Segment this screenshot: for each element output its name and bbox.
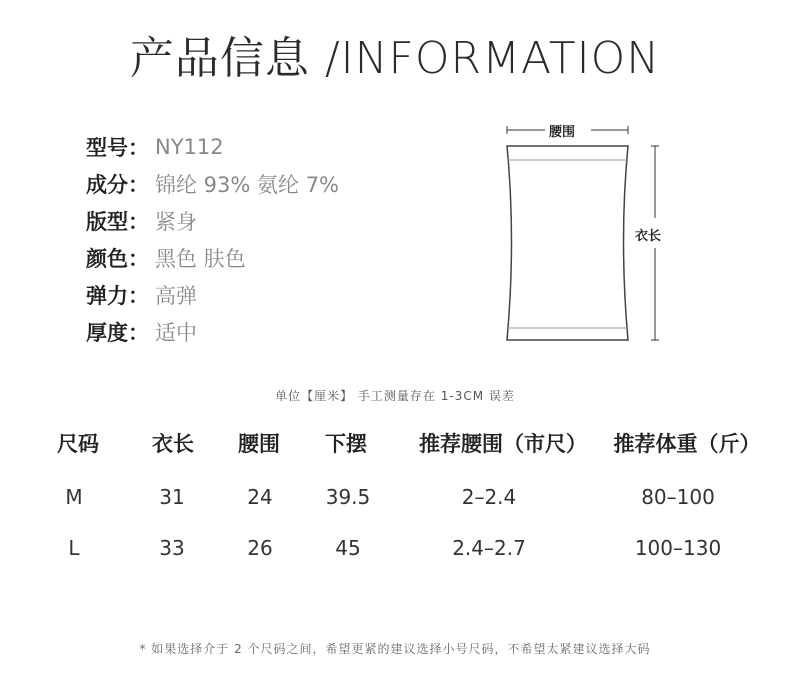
info-value: 高弹 — [155, 283, 197, 308]
size-diagram — [495, 110, 675, 350]
table-row — [0, 528, 790, 568]
cell-size: L — [68, 536, 80, 560]
info-label: 颜色 — [86, 246, 128, 271]
cell-recommended-weight: 100–130 — [634, 536, 722, 560]
info-label: 弹力 — [86, 283, 128, 308]
info-row-material: 成分 ： 锦纶 93% 氨纶 7% — [86, 165, 339, 202]
cell-size: M — [65, 485, 83, 509]
measurement-note: 单位【厘米】 手工测量存在 1-3CM 误差 — [275, 389, 515, 403]
table-row — [0, 477, 790, 517]
cell-length: 33 — [159, 536, 185, 560]
cell-recommended-weight: 80–100 — [641, 485, 715, 509]
info-row-elasticity: 弹力 ： 高弹 — [86, 276, 339, 313]
product-info — [86, 128, 339, 350]
cell-hem: 39.5 — [325, 485, 371, 509]
header-size: 尺码 — [57, 432, 99, 456]
info-label: 版型 — [86, 209, 128, 234]
info-row-color: 颜色 ： 黑色 肤色 — [86, 239, 339, 276]
header-length: 衣长 — [152, 432, 194, 456]
table-header-row — [0, 420, 790, 460]
header-waist: 腰围 — [238, 432, 280, 456]
info-value: NY112 — [155, 134, 224, 159]
header-recommended-waist: 推荐腰围（市尺） — [419, 432, 587, 456]
length-dimension-label: 衣长 — [635, 225, 661, 244]
cell-length: 31 — [159, 485, 185, 509]
waist-dimension-label: 腰围 — [549, 121, 575, 140]
header-hem: 下摆 — [325, 432, 367, 456]
cell-waist: 24 — [247, 485, 273, 509]
info-row-thickness: 厚度 ： 适中 — [86, 313, 339, 350]
info-row-model: 型号 ： NY112 — [86, 128, 339, 165]
info-value: 紧身 — [155, 209, 197, 234]
cell-recommended-waist: 2–2.4 — [461, 485, 517, 509]
info-value: 适中 — [155, 320, 197, 345]
cell-hem: 45 — [335, 536, 361, 560]
info-label: 成分 — [86, 172, 128, 197]
info-label: 厚度 — [86, 320, 128, 345]
info-row-fit: 版型 ： 紧身 — [86, 202, 339, 239]
size-footnote: * 如果选择介于 2 个尺码之间，希望更紧的建议选择小号尺码，不希望太紧建议选择大码 — [139, 642, 651, 656]
info-label: 型号 — [86, 135, 128, 160]
page-title: 产品信息 /INFORMATION — [129, 33, 661, 84]
info-value: 锦纶 93% 氨纶 7% — [155, 172, 340, 197]
cell-recommended-waist: 2.4–2.7 — [452, 536, 526, 560]
cell-waist: 26 — [247, 536, 273, 560]
header-recommended-weight: 推荐体重（斤） — [613, 432, 761, 456]
info-value: 黑色 肤色 — [155, 246, 246, 271]
